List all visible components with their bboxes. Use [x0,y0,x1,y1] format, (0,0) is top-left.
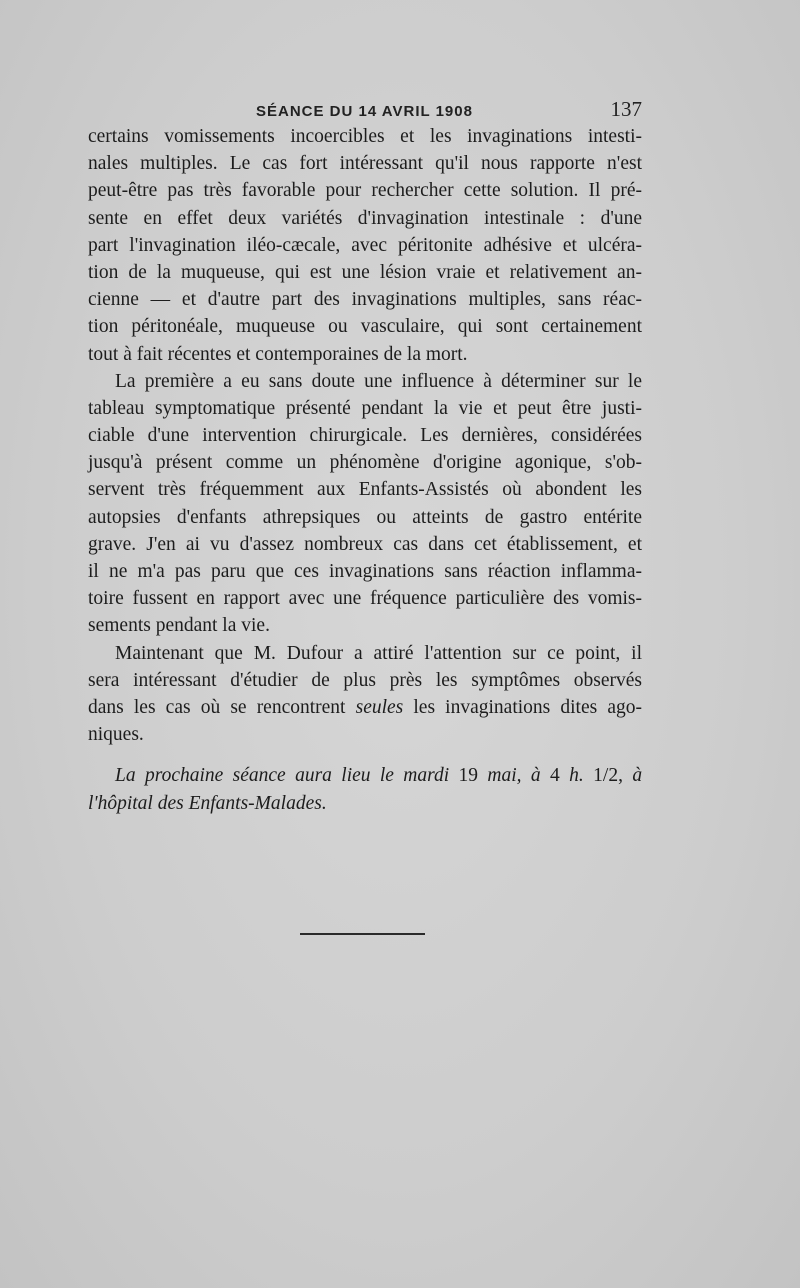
text-line: tion péritonéale, muqueuse ou vasculaire, qui sont certainement [88,316,642,338]
paragraph-2 [88,368,642,640]
text-line: niques. [88,724,144,746]
text-run: dans les cas où se rencontrent [88,696,356,718]
text-line: peut-être pas très favorable pour rechercher cette solution. Il pré- [88,180,642,202]
page-number: 137 [610,97,642,121]
text-line: sera intéressant d'étudier de plus près les symptômes observés [88,669,642,691]
body-text [88,123,642,817]
text-line: jusqu'à présent comme un phénomène d'origine agonique, s'ob- [88,452,642,474]
paragraph-3 [88,640,642,749]
emphasis-text: seules [355,696,404,718]
text-line: tout à fait récentes et contemporaines de la mort. [88,343,468,365]
text-line: La première a eu sans doute une influence à déterminer sur le [115,370,642,392]
text-line: certains vomissements incoercibles et les invaginations intesti- [88,126,642,147]
paragraph-1 [88,123,642,368]
text-line: cienne — et d'autre part des invaginations multiples, sans réac- [88,289,642,311]
text-run: mai, à [487,765,541,787]
day-number: 19 [458,765,479,787]
announcement-line [88,762,642,789]
text-line: sente en effet deux variétés d'invagination intestinale : d'une [88,207,642,229]
text-line: tableau symptomatique présenté pendant la vie et peut être justi- [88,397,642,419]
text-line: sements pendant la vie. [88,615,270,637]
text-run: h. [569,765,584,787]
running-head-title: SÉANCE DU 14 AVRIL 1908 [256,103,473,120]
text-line: part l'invagination iléo-cæcale, avec péritonite adhésive et ulcéra- [88,234,642,256]
text-run: les invaginations dites ago- [403,696,642,718]
announcement-line: l'hôpital des Enfants-Malades. [88,792,327,814]
running-head [88,97,642,122]
text-line: il ne m'a pas paru que ces invaginations sans réaction inflamma- [88,561,642,582]
text-line: Maintenant que M. Dufour a attiré l'attention sur ce point, il [115,642,642,664]
hour-number: 4 [550,765,560,787]
half-number: 1/2, [593,765,623,787]
text-line: tion de la muqueuse, qui est une lésion vraie et relativement an- [88,261,642,283]
text-run: à [632,765,643,787]
text-line [88,694,642,721]
text-run: La prochaine séance aura lieu le mardi [115,765,450,787]
meeting-announcement [88,762,642,816]
text-line: toire fussent en rapport avec une fréquence particulière des vomis- [88,588,642,610]
end-rule [300,933,425,935]
text-line: servent très fréquemment aux Enfants-Assistés où abondent les [88,479,642,501]
text-line: ciable d'une intervention chirurgicale. Les dernières, considérées [88,425,642,447]
text-line: grave. J'en ai vu d'assez nombreux cas dans cet établissement, et [88,533,642,555]
text-line: autopsies d'enfants athrepsiques ou atteints de gastro entérite [88,506,642,528]
text-line: nales multiples. Le cas fort intéressant qu'il nous rapporte n'est [88,153,642,175]
